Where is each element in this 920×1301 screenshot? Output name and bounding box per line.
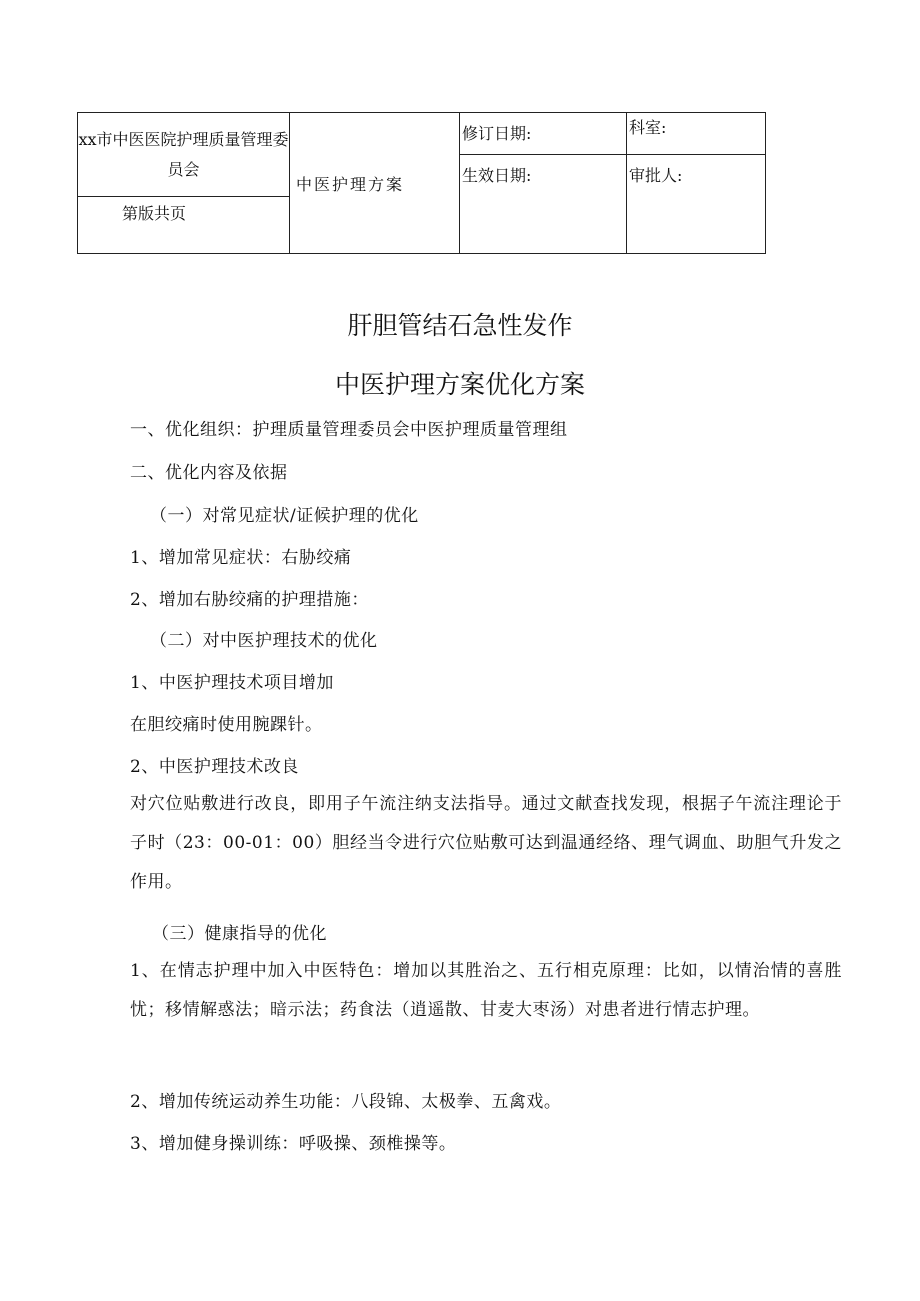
version-text: 第版共页 bbox=[122, 204, 187, 223]
item-1: 1、增加常见症状：右胁绞痛 bbox=[130, 548, 352, 568]
item-4: 2、中医护理技术改良 bbox=[130, 757, 299, 777]
doc-title-cell bbox=[290, 113, 460, 254]
effective-date-label: 生效日期: bbox=[462, 166, 532, 185]
item-4-paragraph: 对穴位贴敷进行改良，即用子午流注纳支法指导。通过文献查找发现，根据子午流注理论于子时（23：00-01：00）胆经当令进行穴位贴敷可达到温通经络、理气调血、助胆气升发之作用。 bbox=[130, 794, 842, 892]
org-name: xx市中医医院护理质量管理委员会 bbox=[78, 130, 289, 179]
main-title-line2: 中医护理方案优化方案 bbox=[334, 370, 585, 399]
item-2: 2、增加右胁绞痛的护理措施： bbox=[130, 590, 369, 610]
approver-cell bbox=[627, 155, 766, 254]
revise-date-label: 修订日期: bbox=[462, 124, 532, 143]
effective-date-cell bbox=[460, 155, 627, 254]
revise-date-cell bbox=[460, 113, 627, 155]
subsection-2: （二）对中医护理技术的优化 bbox=[150, 631, 378, 651]
item-3-text: 在胆绞痛时使用腕踝针。 bbox=[130, 715, 323, 735]
item-5-paragraph: 1、在情志护理中加入中医特色：增加以其胜治之、五行相克原理：比如，以情治情的喜胜忧；移情解惑法；暗示法；药食法（逍遥散、甘麦大枣汤）对患者进行情志护理。 bbox=[130, 961, 842, 1020]
doc-title: 中医护理方案 bbox=[296, 174, 405, 194]
dept-label: 科室: bbox=[629, 118, 667, 137]
main-title-line1: 肝胆管结石急性发作 bbox=[347, 311, 573, 340]
item-5 bbox=[130, 952, 842, 1030]
subsection-3: （三）健康指导的优化 bbox=[152, 924, 327, 944]
item-6: 2、增加传统运动养生功能：八段锦、太极拳、五禽戏。 bbox=[130, 1092, 562, 1112]
section-2: 二、优化内容及依据 bbox=[130, 463, 288, 483]
item-4-text bbox=[130, 785, 842, 902]
version-cell bbox=[78, 197, 290, 254]
item-3: 1、中医护理技术项目增加 bbox=[130, 673, 334, 693]
org-name-cell bbox=[78, 113, 290, 197]
subsection-1: （一）对常见症状/证候护理的优化 bbox=[150, 506, 419, 526]
header-table bbox=[77, 112, 766, 254]
approver-label: 审批人: bbox=[629, 166, 683, 185]
section-1: 一、优化组织：护理质量管理委员会中医护理质量管理组 bbox=[130, 420, 568, 440]
dept-cell bbox=[627, 113, 766, 155]
item-7: 3、增加健身操训练：呼吸操、颈椎操等。 bbox=[130, 1134, 457, 1154]
